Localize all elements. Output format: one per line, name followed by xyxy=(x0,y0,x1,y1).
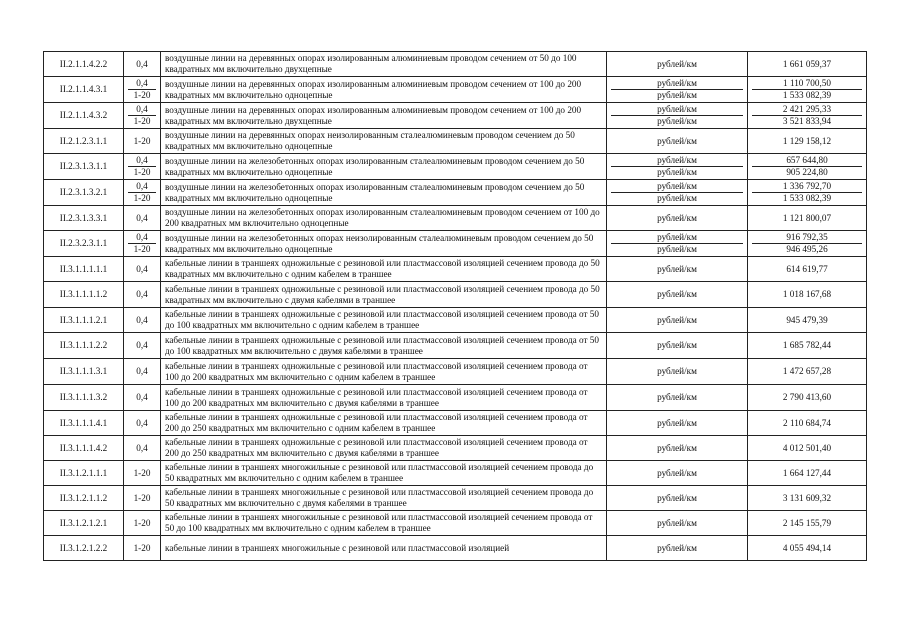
table-row xyxy=(44,52,867,77)
unit-cell xyxy=(607,411,748,436)
table-row xyxy=(44,206,867,231)
table-row xyxy=(44,461,867,486)
voltage-cell xyxy=(124,257,161,282)
unit: рублей/км xyxy=(657,442,697,453)
row-code: II.2.1.1.4.3.2 xyxy=(44,103,124,129)
unit: рублей/км xyxy=(657,392,697,402)
price: 905 224,80 xyxy=(752,166,862,178)
unit: рублей/км xyxy=(657,314,697,325)
unit-cell xyxy=(607,359,748,385)
voltage: 1-20 xyxy=(133,135,151,146)
price-cell xyxy=(748,103,867,129)
unit-cell xyxy=(607,257,748,282)
price-cell xyxy=(748,385,867,411)
table-row xyxy=(44,77,867,103)
unit: рублей/км xyxy=(657,517,697,528)
unit-cell xyxy=(607,180,748,206)
voltage-cell xyxy=(124,308,161,333)
voltage: 0,4 xyxy=(136,417,148,428)
price: 1 018 167,68 xyxy=(782,289,832,299)
price: 2 110 684,74 xyxy=(783,417,831,428)
voltage: 1-20 xyxy=(133,542,151,553)
row-description: воздушные линии на железобетонных опорах изолированным сталеалюминевым проводом сечением от 100 до 200 квадратных мм включительно одноцепные xyxy=(161,206,607,231)
row-description: кабельные линии в траншеях одножильные с резиновой или пластмассовой изоляцией сечением провода до 50 квадратных мм включительно с двумя кабелями в траншее xyxy=(161,282,607,308)
table-row xyxy=(44,385,867,411)
voltage: 0,4 xyxy=(136,442,148,453)
voltage: 1-20 xyxy=(128,166,156,178)
voltage-cell xyxy=(124,359,161,385)
row-description: кабельные линии в траншеях многожильные с резиновой или пластмассовой изоляцией сечением провода от 50 до 100 квадратных мм включительно с одним кабелем в траншее xyxy=(161,511,607,536)
row-code: II.2.3.2.3.1.1 xyxy=(44,231,124,257)
unit: рублей/км xyxy=(611,166,743,178)
unit-cell xyxy=(607,385,748,411)
row-description: кабельные линии в траншеях одножильные с резиновой или пластмассовой изоляцией сечением провода от 50 до 100 квадратных мм включительно с одним кабелем в траншее xyxy=(161,308,607,333)
voltage-cell xyxy=(124,103,161,129)
price: 2 790 413,60 xyxy=(782,392,832,402)
voltage: 0,4 xyxy=(136,212,148,223)
price: 3 521 833,94 xyxy=(752,115,862,127)
unit-cell xyxy=(607,436,748,461)
row-code: II.3.1.1.1.4.2 xyxy=(44,436,124,461)
row-description: кабельные линии в траншеях многожильные с резиновой или пластмассовой изоляцией xyxy=(161,536,607,561)
price-cell xyxy=(748,129,867,154)
price-cell xyxy=(748,308,867,333)
price-cell xyxy=(748,154,867,180)
price: 1 121 800,07 xyxy=(782,212,832,223)
row-description: кабельные линии в траншеях одножильные с резиновой или пластмассовой изоляцией сечением провода от 50 до 100 квадратных мм включительно с двумя кабелями в траншее xyxy=(161,333,607,359)
voltage: 0,4 xyxy=(136,263,148,274)
voltage: 1-20 xyxy=(128,192,156,204)
price-cell xyxy=(748,511,867,536)
row-code: II.3.1.1.1.1.1 xyxy=(44,257,124,282)
voltage: 0,4 xyxy=(136,289,148,299)
price-cell xyxy=(748,411,867,436)
price: 614 619,77 xyxy=(786,263,828,274)
voltage-cell xyxy=(124,52,161,77)
voltage: 0,4 xyxy=(136,181,148,191)
row-code: II.2.1.1.4.3.1 xyxy=(44,77,124,103)
table-row xyxy=(44,411,867,436)
unit: рублей/км xyxy=(657,340,697,350)
unit-cell xyxy=(607,308,748,333)
voltage-cell xyxy=(124,511,161,536)
price: 1 533 082,39 xyxy=(752,89,862,101)
price-cell xyxy=(748,52,867,77)
unit: рублей/км xyxy=(657,104,697,114)
unit: рублей/км xyxy=(611,89,743,101)
voltage-cell xyxy=(124,486,161,511)
voltage: 1-20 xyxy=(128,89,156,101)
price: 2 421 295,33 xyxy=(782,104,832,114)
row-description: воздушные линии на деревянных опорах изолированным алюминиевым проводом сечением от 50 до 100 квадратных мм включительно двухцепные xyxy=(161,52,607,77)
row-description: кабельные линии в траншеях одножильные с резиновой или пластмассовой изоляцией сечением провода от 200 до 250 квадратных мм включительно с одним кабелем в траншее xyxy=(161,411,607,436)
unit-cell xyxy=(607,282,748,308)
price: 1 661 059,37 xyxy=(782,58,832,69)
price-cell xyxy=(748,436,867,461)
unit: рублей/км xyxy=(657,78,697,88)
voltage-cell xyxy=(124,436,161,461)
tariff-table xyxy=(43,51,867,561)
tariff-table-body xyxy=(44,52,867,561)
price-cell xyxy=(748,333,867,359)
voltage: 0,4 xyxy=(136,232,148,242)
table-row xyxy=(44,231,867,257)
row-code: II.3.1.1.1.2.2 xyxy=(44,333,124,359)
voltage-cell xyxy=(124,385,161,411)
unit: рублей/км xyxy=(657,155,697,165)
row-description: кабельные линии в траншеях одножильные с резиновой или пластмассовой изоляцией сечением провода от 100 до 200 квадратных мм включительно с одним кабелем в траншее xyxy=(161,359,607,385)
unit: рублей/км xyxy=(611,192,743,204)
row-code: II.2.1.1.4.2.2 xyxy=(44,52,124,77)
row-description: воздушные линии на железобетонных опорах изолированным сталеалюминевым проводом сечением до 50 квадратных мм включительно одноцепные xyxy=(161,180,607,206)
row-code: II.3.1.2.1.1.2 xyxy=(44,486,124,511)
row-code: II.3.1.1.1.4.1 xyxy=(44,411,124,436)
row-description: кабельные линии в траншеях одножильные с резиновой или пластмассовой изоляцией сечением провода от 200 до 250 квадратных мм включительно с двумя кабелями в траншее xyxy=(161,436,607,461)
unit-cell xyxy=(607,486,748,511)
row-description: воздушные линии на деревянных опорах изолированным алюминиевым проводом сечением от 100 до 200 квадратных мм включительно одноцепные xyxy=(161,77,607,103)
price: 945 479,39 xyxy=(786,314,828,325)
row-code: II.2.3.1.3.3.1 xyxy=(44,206,124,231)
price: 916 792,35 xyxy=(786,232,828,242)
price: 946 495,26 xyxy=(752,243,862,255)
price-cell xyxy=(748,180,867,206)
voltage-cell xyxy=(124,536,161,561)
row-code: II.2.1.2.3.1.1 xyxy=(44,129,124,154)
unit: рублей/км xyxy=(657,467,697,478)
price: 4 012 501,40 xyxy=(782,442,832,453)
price-cell xyxy=(748,536,867,561)
price-cell xyxy=(748,206,867,231)
price: 1 110 700,50 xyxy=(783,78,831,88)
row-code: II.2.3.1.3.2.1 xyxy=(44,180,124,206)
unit: рублей/км xyxy=(657,58,697,69)
unit-cell xyxy=(607,536,748,561)
row-description: воздушные линии на железобетонных опорах изолированным сталеалюминевым проводом сечением до 50 квадратных мм включительно одноцепные xyxy=(161,154,607,180)
unit-cell xyxy=(607,333,748,359)
row-description: воздушные линии на деревянных опорах изолированным алюминиевым проводом сечением от 100 до 200 квадратных мм включительно двухцепные xyxy=(161,103,607,129)
voltage-cell xyxy=(124,206,161,231)
price-cell xyxy=(748,461,867,486)
price: 1 685 782,44 xyxy=(782,340,832,350)
price-cell xyxy=(748,359,867,385)
voltage: 0,4 xyxy=(136,155,148,165)
unit: рублей/км xyxy=(657,417,697,428)
price: 2 145 155,79 xyxy=(782,517,832,528)
table-row xyxy=(44,180,867,206)
price: 1 472 657,28 xyxy=(782,366,832,376)
voltage: 0,4 xyxy=(136,104,148,114)
table-row xyxy=(44,486,867,511)
price-cell xyxy=(748,282,867,308)
row-code: II.2.3.1.3.1.1 xyxy=(44,154,124,180)
price: 3 131 609,32 xyxy=(782,492,832,503)
price-cell xyxy=(748,231,867,257)
unit-cell xyxy=(607,77,748,103)
unit-cell xyxy=(607,154,748,180)
unit: рублей/км xyxy=(657,181,697,191)
voltage: 1-20 xyxy=(133,467,151,478)
unit: рублей/км xyxy=(657,542,697,553)
unit: рублей/км xyxy=(657,289,697,299)
voltage: 1-20 xyxy=(133,517,151,528)
table-row xyxy=(44,308,867,333)
voltage: 1-20 xyxy=(128,243,156,255)
price: 1 533 082,39 xyxy=(752,192,862,204)
unit-cell xyxy=(607,103,748,129)
table-row xyxy=(44,282,867,308)
row-code: II.3.1.2.1.1.1 xyxy=(44,461,124,486)
voltage-cell xyxy=(124,77,161,103)
table-row xyxy=(44,359,867,385)
table-row xyxy=(44,257,867,282)
unit: рублей/км xyxy=(611,243,743,255)
unit: рублей/км xyxy=(657,212,697,223)
table-row xyxy=(44,333,867,359)
voltage: 1-20 xyxy=(128,115,156,127)
voltage: 0,4 xyxy=(136,314,148,325)
unit: рублей/км xyxy=(657,232,697,242)
row-code: II.3.1.1.1.3.2 xyxy=(44,385,124,411)
table-row xyxy=(44,103,867,129)
price: 1 336 792,70 xyxy=(782,181,832,191)
row-description: кабельные линии в траншеях одножильные с резиновой или пластмассовой изоляцией сечением провода от 100 до 200 квадратных мм включительно с двумя кабелями в траншее xyxy=(161,385,607,411)
voltage: 0,4 xyxy=(136,78,148,88)
unit: рублей/км xyxy=(657,492,697,503)
table-row xyxy=(44,129,867,154)
row-description: воздушные линии на железобетонных опорах неизолированным сталеалюминевым проводом сечением до 50 квадратных мм включительно одноцепные xyxy=(161,231,607,257)
voltage-cell xyxy=(124,282,161,308)
price: 1 664 127,44 xyxy=(782,467,832,478)
unit: рублей/км xyxy=(657,135,697,146)
row-description: кабельные линии в траншеях многожильные с резиновой или пластмассовой изоляцией сечением провода до 50 квадратных мм включительно с двумя кабелями в траншее xyxy=(161,486,607,511)
voltage: 0,4 xyxy=(136,392,148,402)
unit-cell xyxy=(607,231,748,257)
table-row xyxy=(44,511,867,536)
voltage-cell xyxy=(124,411,161,436)
price-cell xyxy=(748,77,867,103)
price: 1 129 158,12 xyxy=(782,135,832,146)
unit: рублей/км xyxy=(611,115,743,127)
row-description: кабельные линии в траншеях одножильные с резиновой или пластмассовой изоляцией сечением провода до 50 квадратных мм включительно с одним кабелем в траншее xyxy=(161,257,607,282)
unit-cell xyxy=(607,206,748,231)
unit-cell xyxy=(607,461,748,486)
row-description: кабельные линии в траншеях многожильные с резиновой или пластмассовой изоляцией сечением провода до 50 квадратных мм включительно с одним кабелем в траншее xyxy=(161,461,607,486)
voltage: 0,4 xyxy=(136,340,148,350)
row-code: II.3.1.1.1.3.1 xyxy=(44,359,124,385)
voltage-cell xyxy=(124,180,161,206)
unit: рублей/км xyxy=(657,263,697,274)
unit-cell xyxy=(607,52,748,77)
unit: рублей/км xyxy=(657,366,697,376)
table-row xyxy=(44,154,867,180)
price: 4 055 494,14 xyxy=(782,542,832,553)
voltage-cell xyxy=(124,129,161,154)
row-code: II.3.1.1.1.2.1 xyxy=(44,308,124,333)
table-row xyxy=(44,536,867,561)
table-row xyxy=(44,436,867,461)
voltage-cell xyxy=(124,154,161,180)
voltage: 0,4 xyxy=(136,58,148,69)
voltage-cell xyxy=(124,461,161,486)
row-code: II.3.1.2.1.2.1 xyxy=(44,511,124,536)
unit-cell xyxy=(607,511,748,536)
row-code: II.3.1.2.1.2.2 xyxy=(44,536,124,561)
voltage-cell xyxy=(124,333,161,359)
voltage-cell xyxy=(124,231,161,257)
unit-cell xyxy=(607,129,748,154)
voltage: 1-20 xyxy=(133,492,151,503)
price-cell xyxy=(748,486,867,511)
row-description: воздушные линии на деревянных опорах неизолированным сталеалюминевым проводом сечением до 50 квадратных мм включительно одноцепные xyxy=(161,129,607,154)
price-cell xyxy=(748,257,867,282)
voltage: 0,4 xyxy=(136,366,148,376)
row-code: II.3.1.1.1.1.2 xyxy=(44,282,124,308)
price: 657 644,80 xyxy=(786,155,828,165)
